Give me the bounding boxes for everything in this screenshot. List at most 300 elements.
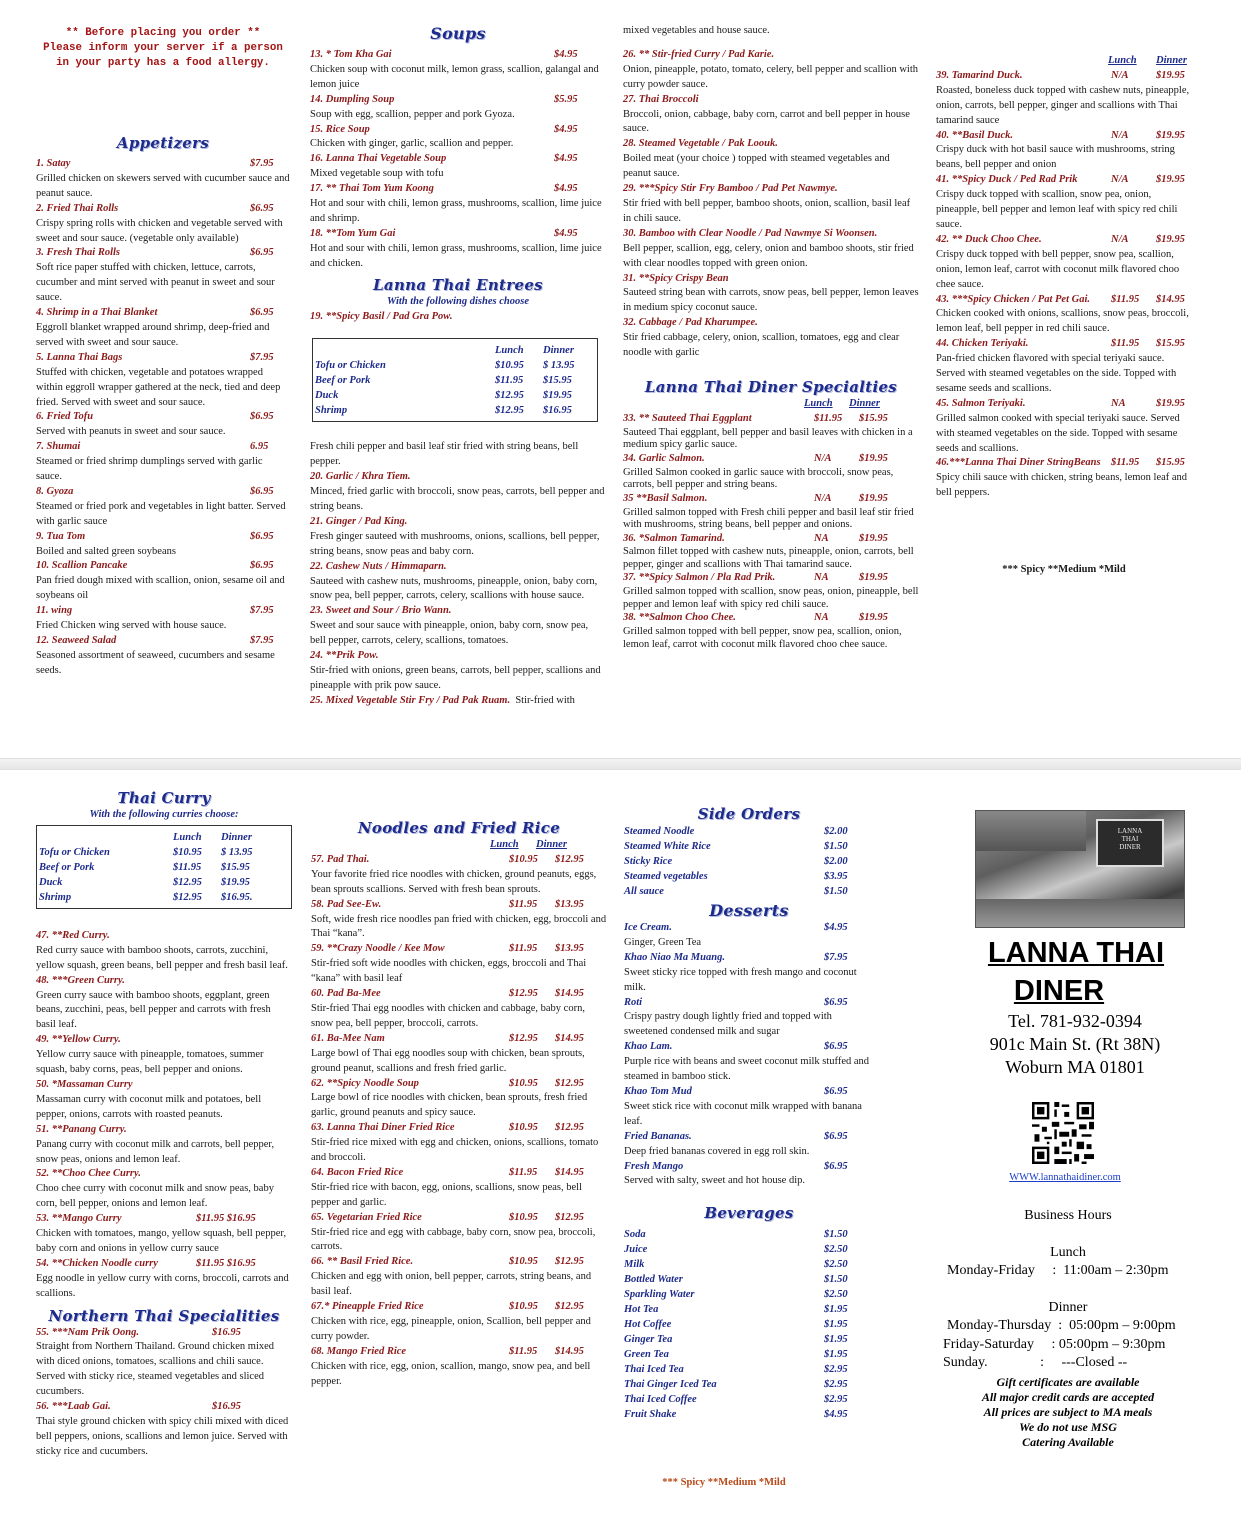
menu-item-name: 54. **Chicken Noodle curry — [36, 1257, 158, 1269]
price-list-name: Steamed Noodle — [624, 826, 695, 837]
price-box-lunch: $12.95 — [173, 891, 202, 903]
price-box-row — [315, 373, 595, 388]
menu-item-desc: Stir-fried rice mixed with egg and chicken, onions, scallions, tomato and broccoli. — [311, 1137, 599, 1164]
menu-item-dinner-price: $19.95 — [859, 492, 888, 504]
menu-item-lunch-price: $10.95 — [509, 1301, 538, 1313]
menu-item-name-row — [36, 974, 292, 989]
menu-item-name-row — [310, 560, 606, 575]
price-box-dinner: $15.95 — [543, 375, 572, 387]
column-7 — [624, 804, 874, 1491]
sign-line: DINER — [1119, 843, 1141, 851]
menu-item-name-row — [36, 1123, 292, 1138]
menu-item-lunch-price: N/A — [1111, 174, 1129, 186]
menu-item-desc: Ginger, Green Tea — [624, 936, 702, 948]
price-list-name: Hot Coffee — [624, 1319, 672, 1331]
price-list-name: Thai Ginger Iced Tea — [624, 1379, 717, 1391]
menu-item-dinner-price: $19.95 — [1156, 174, 1185, 186]
menu-item-name-row — [310, 227, 606, 242]
menu-item-desc: Fresh ginger sauteed with mushrooms, onions, scallions, bell pepper, string beans, snow peas and baby corn. — [310, 530, 600, 557]
price-list-row — [624, 1362, 874, 1377]
noodles-header: Lunch Dinner — [490, 839, 567, 850]
price-list-name: Steamed White Rice — [624, 841, 711, 852]
menu-item-desc: Steamed or fried shrimp dumplings served with garlic sauce. — [36, 456, 263, 483]
price-list-name: Green Tea — [624, 1349, 669, 1361]
menu-item-name-row — [310, 470, 606, 485]
menu-item-name: Ice Cream. — [624, 922, 672, 933]
price-list-name: Sticky Rice — [624, 856, 673, 867]
menu-item-desc: Your favorite fried rice noodles with chicken, ground peanuts, eggs, bean sprouts scallions. Served with fresh bean sprouts. — [311, 868, 597, 895]
menu-item-lunch-price: $11.95 — [814, 412, 843, 424]
specialties-title: Lanna Thai Diner Specialties — [644, 377, 898, 396]
menu-item-name: 44. Chicken Teriyaki. — [936, 338, 1029, 350]
soups-title: Soups — [430, 24, 486, 43]
price-box-rows — [39, 845, 289, 905]
menu-item-desc: Straight from Northern Thailand. Ground chicken mixed with diced onions, tomatoes, scallions and chili sauce. Served with sticky rice, steamed vegetables and sliced cucumbers. — [36, 1341, 275, 1398]
price-box-protein: Beef or Pork — [39, 861, 95, 873]
noodles-title: Noodles and Fried Rice — [357, 819, 561, 837]
price-list-row — [624, 884, 874, 899]
menu-item-lunch-price: $12.95 — [509, 1032, 538, 1044]
menu-item-lunch-price: N/A — [814, 492, 832, 504]
menu-item-name: 47. **Red Curry. — [36, 929, 110, 941]
sign-line: THAI — [1121, 835, 1139, 843]
desserts-list — [624, 921, 874, 1189]
menu-item-desc: Yellow curry sauce with pineapple, tomatoes, summer squash, baby corns, peas, bell pepper and onions. — [36, 1049, 264, 1076]
price-box-rows — [315, 358, 595, 418]
menu-item-name: 56. ***Laab Gai. — [36, 1401, 111, 1413]
note-line: We do not use MSG — [1019, 1420, 1117, 1434]
menu-item-desc: Grilled chicken on skewers served with cucumber sauce and peanut sauce. — [36, 172, 290, 199]
menu-item-dinner-price: $12.95 — [555, 1256, 584, 1268]
menu-item-name-row — [311, 898, 607, 913]
menu-item-name-row — [311, 1077, 607, 1092]
menu-item-desc: Choo chee curry with coconut milk and snow peas, baby corn, bell pepper, onions and lemon leaf. — [36, 1183, 274, 1210]
menu-item-price: $6.95 — [824, 1085, 848, 1097]
menu-item-dinner-price: $19.95 — [859, 572, 888, 584]
sign-line: LANNA — [1117, 827, 1143, 835]
menu-item-name-row — [623, 452, 919, 467]
price-list-row — [624, 1377, 874, 1392]
price-box-row — [39, 845, 289, 860]
menu-item-desc: Crispy duck topped with bell pepper, snow pea, scallion, onion, lemon leaf, carrot with coconut milk flavored choo chee sauce. — [936, 248, 1180, 290]
menu-item-desc: Egg noodle in yellow curry with corns, broccoli, carrots and scallions. — [36, 1272, 289, 1299]
menu-item-lunch-price: $10.95 — [509, 1122, 538, 1134]
menu-item-name: 26. ** Stir-fried Curry / Pad Karie. — [623, 48, 775, 60]
menu-item-name-row — [36, 485, 290, 500]
desserts-title: Desserts — [709, 901, 789, 920]
menu-item-name-row — [311, 853, 607, 868]
menu-item-name: 6. Fried Tofu — [36, 411, 94, 423]
menu-item-price: $6.95 — [824, 1041, 848, 1053]
menu-item-price: 6.95 — [250, 441, 269, 453]
menu-item-lunch-price: $11.95 — [509, 943, 538, 955]
menu-item-desc: Sweet and sour sauce with pineapple, onion, baby corn, snow pea, bell pepper, carrots, celery, scallions, tomatoes. — [310, 620, 589, 647]
note-line: All major credit cards are accepted — [981, 1390, 1155, 1404]
menu-item-dinner-price: $15.95 — [1156, 457, 1185, 469]
menu-item-name: 4. Shrimp in a Thai Blanket — [36, 307, 158, 319]
northern-title: Northern Thai Specialities — [48, 1306, 280, 1325]
menu-item-desc: Salmon fillet topped with cashew nuts, pineapple, onion, carrots, bell pepper, ginger and scallions with Thai tamarind sauce. — [623, 546, 914, 570]
price-list-price: $1.95 — [824, 1304, 848, 1316]
menu-item-name: 27. Thai Broccoli — [623, 93, 699, 105]
menu-item-dinner-price: $14.95 — [1156, 293, 1185, 305]
menu-item-price: $7.95 — [824, 951, 848, 963]
menu-item-name-row — [310, 649, 606, 664]
entrees-list — [310, 470, 606, 694]
menu-item-desc: Fried Chicken wing served with house sauce. — [36, 620, 227, 632]
menu-item-name: 42. ** Duck Choo Chee. — [936, 233, 1042, 245]
menu-item-name: 10. Scallion Pancake — [36, 560, 128, 572]
menu-item-name-row — [623, 93, 919, 108]
menu-item-name-row — [624, 951, 874, 966]
menu-item-name: 30. Bamboo with Clear Noodle / Pad Nawmye Si Woonsen. — [623, 227, 878, 239]
menu-item-name-row — [36, 559, 290, 574]
price-box-lunch: $12.95 — [495, 390, 524, 402]
menu-item-dinner-price: $15.95 — [859, 412, 888, 424]
menu-item-desc: Red curry sauce with bamboo shoots, carrots, zucchini, yellow squash, green beans, bell pepper and fresh basil leaf. — [36, 944, 288, 971]
curry-list — [36, 929, 292, 1302]
menu-item-desc: Stuffed with chicken, vegetable and potatoes wrapped within eggroll wrapper gathered at the neck, tied and deep fried. Served with sweet and sour sauce. — [36, 366, 281, 408]
price-box-dinner: $ 13.95 — [221, 846, 253, 858]
menu-item-price: $6.95 — [250, 307, 274, 319]
menu-item-desc: Eggroll blanket wrapped around shrimp, deep-fried and served with sweet and sour sauce. — [36, 321, 270, 348]
menu-item-desc: Stir-fried soft wide noodles with chicken, eggs, broccoli and Thai “kana” with basil leaf — [311, 958, 587, 985]
menu-item-name: 18. **Tom Yum Gai — [310, 227, 396, 239]
photo-sign — [1096, 819, 1164, 867]
menu-item-dinner-price: $19.95 — [1156, 397, 1185, 409]
menu-item-desc: Crispy pastry dough lightly fried and topped with sweetened condensed milk and sugar — [624, 1011, 832, 1038]
menu-item-name-row — [310, 93, 606, 108]
menu-item-desc: Soft, wide fresh rice noodles pan fried with chicken, egg, broccoli and Thai “kana”. — [311, 913, 607, 940]
qr-code-icon[interactable] — [1032, 1102, 1094, 1164]
column-4 — [936, 54, 1192, 578]
menu-item-name: Roti — [624, 996, 643, 1008]
menu-item-desc: Sauteed string bean with carrots, snow peas, bell pepper, lemon leaves in medium spicy coconut sauce. — [623, 287, 919, 314]
beverages-title: Beverages — [704, 1204, 794, 1223]
price-list-price: $2.00 — [824, 826, 848, 837]
menu-item-desc: Chicken with ginger, garlic, scallion and pepper. — [310, 138, 514, 150]
menu-item-name-row — [36, 1167, 292, 1182]
menu-item-name: 51. **Panang Curry. — [36, 1123, 127, 1135]
contact-info — [950, 1010, 1200, 1079]
menu-item-name-row — [36, 410, 290, 425]
menu-item-desc: Boiled meat (your choice ) topped with steamed vegetables and peanut sauce. — [623, 153, 890, 180]
menu-item-name-row — [36, 634, 290, 649]
menu-item-name-row — [623, 492, 919, 507]
menu-item-desc: Sauteed Thai eggplant, bell pepper and basil leaves with chicken in a medium spicy garlic sauce. — [623, 426, 913, 451]
price-list-row — [624, 1287, 874, 1302]
menu-item-price: $4.95 — [554, 123, 578, 135]
menu-item-price: $5.95 — [554, 93, 578, 105]
menu-item-dinner-price: $12.95 — [555, 1077, 584, 1089]
menu-item-name: 35 **Basil Salmon. — [623, 492, 708, 504]
price-list-price: $2.50 — [824, 1289, 848, 1301]
menu-item-price: $6.95 — [824, 1130, 848, 1142]
menu-item-name: 37. **Spicy Salmon / Pla Rad Prik. — [623, 572, 776, 584]
price-list-price: $1.50 — [824, 1229, 848, 1241]
menu-item-name-row — [311, 1345, 607, 1360]
menu-item-desc: Stir fried cabbage, celery, onion, scallion, tomatoes, egg and clear noodle with garlic — [623, 332, 900, 359]
allergy-line: Please inform your server if a person — [43, 42, 283, 54]
price-box-header: Lunch Dinner — [495, 345, 574, 357]
price-box-row — [39, 890, 289, 905]
menu-item-desc: Chicken and egg with onion, bell pepper, carrots, string beans, and basil leaf. — [311, 1271, 592, 1298]
menu-item-desc: Soup with egg, scallion, pepper and pork Gyoza. — [310, 108, 515, 120]
price-list-name: Thai Iced Tea — [624, 1364, 684, 1376]
menu-item-name-row — [936, 337, 1192, 352]
menu-item-name: 31. **Spicy Crispy Bean — [623, 272, 729, 284]
menu-item-name: 39. Tamarind Duck. — [936, 69, 1023, 81]
price-box-row — [315, 403, 595, 418]
price-box-protein: Tofu or Chicken — [315, 360, 386, 372]
page-divider — [0, 758, 1241, 770]
menu-item-name-row — [36, 246, 290, 261]
price-box-protein: Shrimp — [39, 891, 72, 903]
menu-item-desc: Crispy spring rolls with chicken and vegetable served with sweet and sour sauce. (vegetable only available) — [36, 217, 283, 244]
menu-item-desc: Boiled and salted green soybeans — [36, 545, 176, 557]
dinner-hours-line: Friday-Saturday : 05:00pm – 9:30pm — [943, 1336, 1166, 1352]
price-list-name: Bottled Water — [624, 1274, 683, 1286]
menu-item-dinner-price: $14.95 — [555, 1345, 584, 1357]
note-line: Gift certificates are available — [996, 1375, 1140, 1389]
spicy-key-bottom: *** Spicy **Medium *Mild — [662, 1477, 786, 1489]
menu-item-name: 22. Cashew Nuts / Himmaparn. — [310, 560, 447, 572]
price-list-name: Hot Tea — [624, 1304, 659, 1316]
price-list-price: $2.95 — [824, 1394, 848, 1406]
menu-item-name-row — [624, 1130, 874, 1145]
restaurant-name-line-2: DINER — [1013, 975, 1105, 1007]
price-box-protein: Duck — [39, 876, 63, 888]
menu-item-name: 28. Steamed Vegetable / Pak Loouk. — [623, 138, 778, 150]
menu-item-dinner-price: $12.95 — [555, 1122, 584, 1134]
specialties-header-2: Lunch Dinner — [1108, 55, 1187, 66]
menu-item-name: 43. ***Spicy Chicken / Pat Pet Gai. — [936, 293, 1090, 305]
menu-item-dinner-price: $12.95 — [555, 853, 584, 865]
menu-item-name: 48. ***Green Curry. — [36, 974, 125, 986]
menu-item-desc: Large bowl of Thai egg noodles soup with chicken, bean sprouts, ground peanut, scallions and fresh fried garlic. — [311, 1047, 585, 1074]
menu-item-name-row — [623, 48, 919, 63]
price-box-row — [315, 358, 595, 373]
menu-item-lunch-price: $11.95 — [509, 1345, 538, 1357]
photo-ground — [976, 899, 1184, 927]
dinner-hours-title: Dinner — [1048, 1299, 1088, 1315]
entree-25-desc-b: mixed vegetables and house sauce. — [623, 25, 770, 36]
menu-item-desc: Chicken soup with coconut milk, lemon grass, scallion, galangal and lemon juice — [310, 63, 599, 90]
menu-item-name: 13. * Tom Kha Gai — [310, 49, 392, 60]
menu-item-name: 7. Shumai — [36, 441, 81, 453]
allergy-line: ** Before placing you order ** — [65, 27, 261, 39]
menu-item-name-row — [310, 182, 606, 197]
menu-item-name: 12. Seaweed Salad — [36, 635, 117, 646]
menu-item-name: 50. *Massaman Curry — [36, 1078, 133, 1090]
menu-item-desc: Minced, fried garlic with broccoli, snow peas, carrots, bell pepper and string beans. — [310, 486, 605, 513]
menu-item-name: 1. Satay — [36, 158, 71, 169]
menu-item-desc: Grilled salmon topped with Fresh chili pepper and basil leaf stir fried with mushrooms, string beans, bell pepper and onions. — [623, 506, 914, 531]
menu-item-lunch-price: $10.95 — [509, 1256, 538, 1268]
menu-item-desc: Green curry sauce with bamboo shoots, eggplant, green beans, zucchini, peas, bell pepper and carrots with fresh basil leaf. — [36, 989, 271, 1031]
entrees-subtitle: With the following dishes choose — [387, 295, 529, 307]
address-line-2: Woburn MA 01801 — [1005, 1057, 1145, 1077]
column-5 — [36, 788, 292, 1460]
menu-item-name-row — [623, 182, 919, 197]
price-list-row — [624, 854, 874, 869]
menu-item-name-row — [310, 515, 606, 530]
menu-item-price: $6.95 — [824, 1160, 848, 1172]
menu-item-price: $7.95 — [250, 605, 274, 617]
menu-item-name: Fried Bananas. — [624, 1130, 692, 1142]
menu-item-name-row — [36, 351, 290, 366]
menu-item-name: 55. ***Nam Prik Oong. — [36, 1326, 139, 1338]
menu-page-2 — [0, 782, 1241, 1524]
menu-item-name: 53. **Mango Curry — [36, 1213, 122, 1225]
menu-item-name-row — [623, 272, 919, 287]
price-list-price: $1.95 — [824, 1349, 848, 1361]
specialties-list-2 — [936, 69, 1192, 501]
menu-item-name-row — [311, 1121, 607, 1136]
menu-item-name: 8. Gyoza — [36, 485, 74, 497]
menu-item-dinner-price: $15.95 — [1156, 338, 1185, 350]
menu-item-lunch-price: N/A — [1111, 233, 1129, 245]
menu-item-desc: Sauteed with cashew nuts, mushrooms, pineapple, onion, baby corn, snow pea, bell pepper, carrots, celery, scallions with house sauce. — [310, 575, 598, 602]
menu-item-name: 2. Fried Thai Rolls — [36, 202, 119, 214]
restaurant-photo — [975, 810, 1185, 928]
price-box-protein: Tofu or Chicken — [39, 846, 110, 858]
menu-item-name: 20. Garlic / Khra Tiem. — [310, 471, 411, 483]
menu-item-desc: Sweet stick rice with coconut milk wrapped with banana leaf. — [624, 1100, 862, 1127]
menu-item-lunch-price: $11.95 — [1111, 338, 1140, 350]
menu-item-name-row — [36, 1400, 292, 1415]
menu-item-name-row — [624, 1160, 874, 1175]
menu-item-dinner-price: $19.95 — [1156, 233, 1185, 245]
menu-item-name-row — [936, 293, 1192, 308]
menu-item-name: 3. Fresh Thai Rolls — [36, 247, 121, 259]
menu-item-price: $6.95 — [250, 247, 274, 259]
noodles-list — [311, 853, 607, 1390]
menu-item-name: Fresh Mango — [624, 1160, 684, 1172]
menu-item-lunch-price: N/A — [1111, 129, 1129, 141]
menu-item-desc: Spicy chili sauce with chicken, string beans, lemon leaf and bell peppers. — [936, 472, 1188, 499]
menu-item-name-row — [624, 1040, 874, 1055]
menu-item-price: $6.95 — [824, 996, 848, 1008]
price-box-row — [39, 875, 289, 890]
specialties-header: Lunch Dinner — [804, 397, 880, 409]
price-box-dinner: $ 13.95 — [543, 360, 575, 372]
menu-item-name-row — [310, 604, 606, 619]
allergy-notice — [36, 26, 290, 71]
menu-item-desc: Crispy duck with hot basil sauce with mushrooms, string beans, bell pepper and onion — [936, 144, 1175, 171]
menu-item-desc: Grilled salmon topped with scallion, snow peas, onion, pineapple, bell pepper and lemon leaf with spicy red chili sauce. — [623, 586, 919, 610]
price-list-name: Steamed vegetables — [624, 871, 708, 882]
menu-item-lunch-price: $10.95 — [509, 1211, 538, 1223]
website-link[interactable]: WWW.lannathaidiner.com — [1009, 1172, 1121, 1183]
menu-item-desc: Pan-fried chicken flavored with special teriyaki sauce. Served with steamed vegetables on the side. Topped with sesame seeds and scallions. — [936, 353, 1177, 394]
price-list-row — [624, 839, 874, 854]
menu-item-price: $16.95 — [212, 1326, 241, 1338]
menu-item-name: 49. **Yellow Curry. — [36, 1034, 121, 1046]
menu-item-price: $6.95 — [250, 560, 274, 572]
price-list-name: Sparkling Water — [624, 1289, 695, 1301]
menu-item-desc: Large bowl of rice noodles with chicken, bean sprouts, fresh fried garlic, ground peanuts and spicy sauce. — [311, 1092, 588, 1119]
column-6 — [311, 818, 607, 1390]
menu-item-desc: Panang curry with coconut milk and carrots, bell pepper, snow peas, onions and lemon leaf. — [36, 1138, 275, 1165]
entree-19-desc: Fresh chili pepper and basil leaf stir fried with string beans, bell pepper. — [310, 441, 579, 468]
menu-item-price: $16.95 — [212, 1401, 241, 1413]
price-box-row — [315, 388, 595, 403]
price-list-row — [624, 1302, 874, 1317]
menu-item-name: 15. Rice Soup — [310, 123, 370, 135]
menu-item-name: 62. **Spicy Noodle Soup — [311, 1077, 419, 1089]
menu-item-name: 38. **Salmon Choo Chee. — [623, 612, 736, 624]
menu-item-name-row — [936, 397, 1192, 412]
menu-item-lunch-price: NA — [814, 532, 829, 544]
menu-item-name-row — [310, 48, 606, 63]
price-list-row — [624, 824, 874, 839]
menu-item-desc: Seasoned assortment of seaweed, cucumbers and sesame seeds. — [36, 649, 275, 676]
price-list-price: $1.95 — [824, 1334, 848, 1346]
photo-roof — [976, 811, 1086, 851]
menu-item-desc: Mixed vegetable soup with tofu — [310, 168, 444, 180]
dinner-hours-line: Monday-Thursday : 05:00pm – 9:00pm — [947, 1318, 1176, 1333]
menu-item-lunch-price: N/A — [814, 452, 832, 464]
menu-item-name-row — [310, 152, 606, 167]
menu-item-name-row — [311, 987, 607, 1002]
price-list-row — [624, 869, 874, 884]
menu-item-name: 61. Ba-Mee Nam — [311, 1032, 385, 1044]
entree-19-name: 19. **Spicy Basil / Pad Gra Pow. — [310, 310, 453, 322]
northern-list — [36, 1326, 292, 1460]
menu-item-name-row — [36, 1033, 292, 1048]
menu-item-name: 32. Cabbage / Pad Kharumpee. — [623, 317, 758, 329]
menu-item-dinner-price: $13.95 — [555, 898, 584, 910]
menu-item-dinner-price: $19.95 — [1156, 129, 1185, 141]
menu-item-lunch-price: NA — [814, 572, 829, 584]
price-box-protein: Duck — [315, 390, 339, 402]
menu-item-name: 60. Pad Ba-Mee — [311, 988, 381, 1000]
menu-item-name: 66. ** Basil Fried Rice. — [311, 1256, 414, 1268]
menu-item-desc: Broccoli, onion, cabbage, baby corn, carrot and bell pepper in house sauce. — [623, 108, 910, 135]
menu-item-price: $4.95 — [554, 227, 578, 239]
menu-item-name-row — [623, 571, 919, 586]
menu-item-name: 63. Lanna Thai Diner Fried Rice — [311, 1122, 455, 1134]
menu-item-lunch-price: $10.95 — [509, 853, 538, 865]
price-list-row — [624, 1392, 874, 1407]
menu-page-1 — [0, 0, 1241, 750]
menu-item-name: 29. ***Spicy Stir Fry Bamboo / Pad Pet Nawmye. — [623, 183, 838, 195]
menu-item-name: 14. Dumpling Soup — [310, 93, 395, 105]
menu-item-name-row — [36, 306, 290, 321]
menu-item-name-row — [623, 532, 919, 547]
menu-item-price: $11.95 $16.95 — [196, 1257, 256, 1269]
menu-item-name: 65. Vegetarian Fried Rice — [311, 1211, 422, 1223]
menu-item-lunch-price: $11.95 — [1111, 457, 1140, 469]
menu-item-name-row — [311, 1166, 607, 1181]
price-list-row — [624, 1317, 874, 1332]
menu-item-name: 9. Tua Tom — [36, 530, 86, 542]
entrees-title: Lanna Thai Entrees — [373, 275, 543, 294]
price-list-price: $2.50 — [824, 1244, 848, 1256]
price-list-name: Thai Iced Coffee — [624, 1394, 697, 1406]
restaurant-name — [940, 934, 1190, 1010]
price-box-lunch: $12.95 — [173, 876, 202, 888]
menu-item-price: $4.95 — [824, 922, 848, 933]
price-box-dinner: $16.95. — [221, 891, 253, 903]
menu-item-desc: Hot and sour with chili, lemon grass, mushrooms, scallion, lime juice and chicken. — [310, 242, 602, 269]
restaurant-name-line-1: LANNA THAI — [987, 937, 1165, 969]
curry-title: Thai Curry — [117, 789, 211, 807]
menu-item-desc: Served with peanuts in sweet and sour sauce. — [36, 426, 226, 438]
menu-item-desc: Grilled Salmon cooked in garlic sauce with broccoli, snow peas, carrots, bell pepper and string beans. — [623, 466, 894, 491]
menu-item-desc: Onion, pineapple, potato, tomato, celery, bell pepper and scallion with curry powder sauce. — [623, 63, 918, 90]
